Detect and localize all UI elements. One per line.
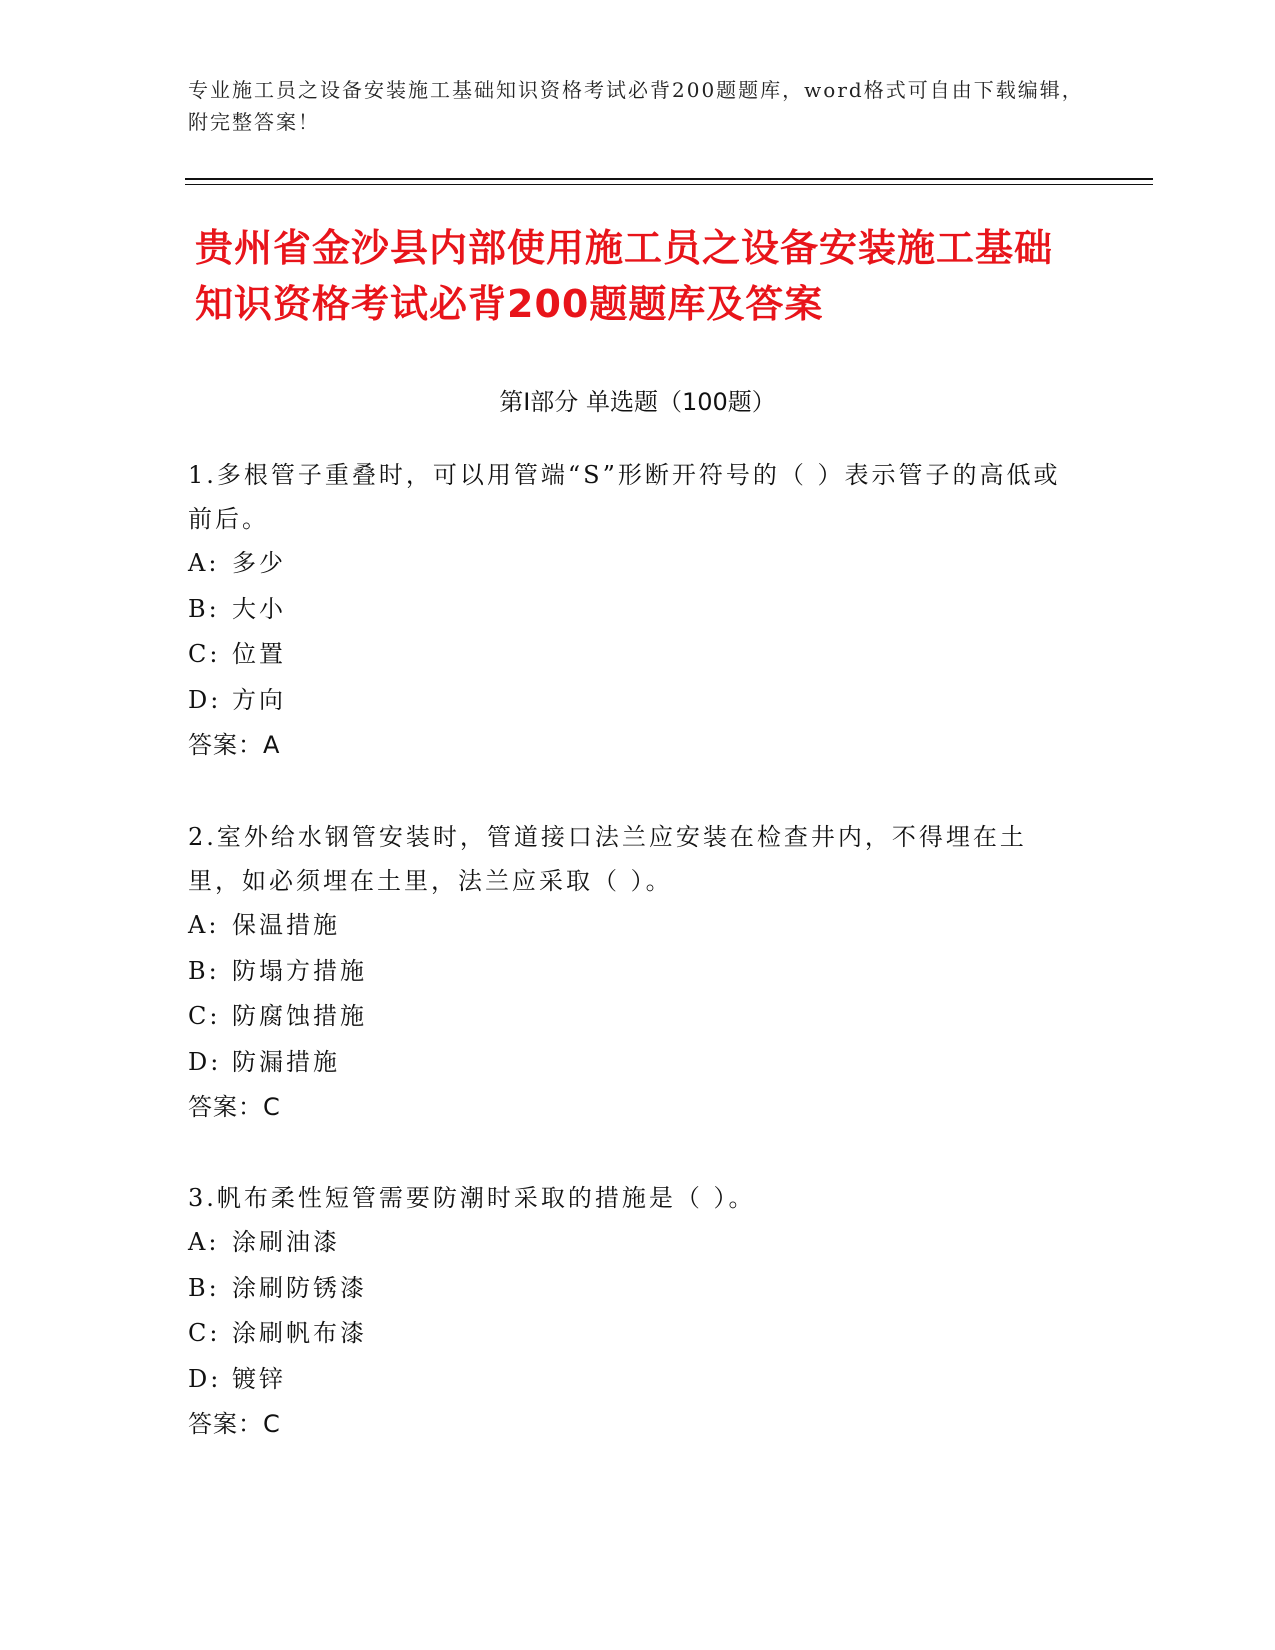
option-letter: D: <box>188 685 222 714</box>
question-2 <box>188 815 1068 1130</box>
answer-text: 答案：C <box>188 1410 281 1438</box>
answer-text: 答案：C <box>188 1093 281 1121</box>
question-text: 2.室外给水钢管安装时，管道接口法兰应安装在检查井内，不得埋在土里，如必须埋在土里，法兰应采取（ ）。 <box>188 823 1027 895</box>
option-b <box>188 587 1068 633</box>
question-text: 3.帆布柔性短管需要防潮时采取的措施是（ ）。 <box>188 1184 756 1212</box>
option-b <box>188 949 1068 995</box>
option-text: 涂刷防锈漆 <box>232 1273 367 1302</box>
question-3 <box>188 1176 1068 1447</box>
option-letter: B: <box>188 594 220 623</box>
option-text: 防漏措施 <box>232 1047 340 1076</box>
option-a <box>188 541 1068 587</box>
option-text: 防腐蚀措施 <box>232 1002 367 1030</box>
option-letter: D: <box>188 1047 222 1076</box>
option-letter: B: <box>188 956 220 985</box>
option-letter: D: <box>188 1364 222 1393</box>
option-c <box>188 1311 1068 1357</box>
option-c <box>188 994 1068 1040</box>
option-text: 多少 <box>232 549 286 577</box>
option-d <box>188 678 1068 724</box>
option-text: 方向 <box>232 685 286 714</box>
option-text: 位置 <box>232 640 286 668</box>
option-text: 镀锌 <box>232 1364 286 1393</box>
option-text: 大小 <box>232 594 286 623</box>
option-letter: B: <box>188 1273 220 1302</box>
page-title: 贵州省金沙县内部使用施工员之设备安装施工基础知识资格考试必背200题题库及答案 <box>195 226 1054 326</box>
header-note: 专业施工员之设备安装施工基础知识资格考试必背200题题库，word格式可自由下载编辑，附完整答案！ <box>188 78 1084 134</box>
section-heading: 第I部分 单选题（100题） <box>499 388 776 416</box>
answer-text: 答案：A <box>188 731 281 759</box>
option-b <box>188 1266 1068 1312</box>
question-text: 1.多根管子重叠时，可以用管端“S”形断开符号的（ ）表示管子的高低或前后。 <box>188 461 1061 533</box>
option-text: 防塌方措施 <box>232 956 367 985</box>
option-a <box>188 1220 1068 1266</box>
option-text: 涂刷油漆 <box>232 1228 340 1256</box>
option-text: 涂刷帆布漆 <box>232 1319 367 1347</box>
option-text: 保温措施 <box>232 911 340 939</box>
option-d <box>188 1357 1068 1403</box>
option-c <box>188 632 1068 678</box>
option-letter: A: <box>188 1228 220 1256</box>
option-letter: C: <box>188 640 221 668</box>
option-d <box>188 1040 1068 1086</box>
option-a <box>188 903 1068 949</box>
header-divider <box>185 178 1153 185</box>
question-1 <box>188 453 1068 768</box>
option-letter: C: <box>188 1319 221 1347</box>
option-letter: C: <box>188 1002 221 1030</box>
option-letter: A: <box>188 549 220 577</box>
option-letter: A: <box>188 911 220 939</box>
